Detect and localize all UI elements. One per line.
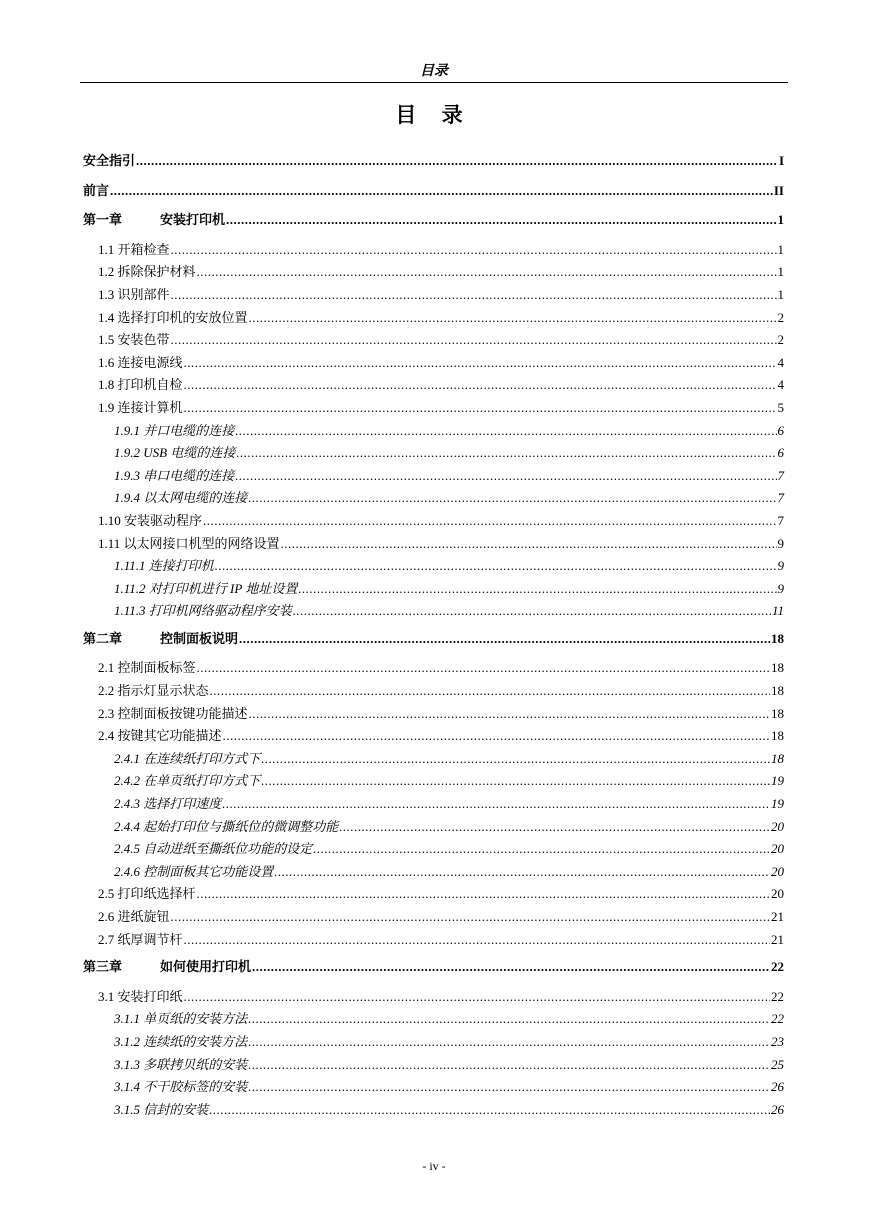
toc-entry[interactable] [83, 883, 784, 906]
toc-entry[interactable] [83, 180, 784, 203]
toc-entry-label [114, 465, 234, 488]
toc-entry-page: 9 [777, 558, 784, 574]
toc-entry[interactable] [83, 956, 784, 979]
toc-entry-text: 1.8 打印机自检 [98, 377, 183, 393]
toc-entry-page: 18 [771, 660, 784, 676]
toc-entry-label [114, 770, 260, 793]
toc-entry[interactable] [83, 284, 784, 307]
toc-entry[interactable] [83, 725, 784, 748]
toc-entry-label [98, 906, 170, 929]
toc-entry-text: 2.5 打印纸选择杆 [98, 886, 196, 902]
dot-leader [184, 986, 770, 1009]
toc-entry-text: 3.1.3 多联拷贝纸的安装 [114, 1056, 248, 1072]
toc-entry-label [114, 748, 260, 771]
toc-entry-label [98, 657, 196, 680]
dot-leader [298, 578, 776, 601]
toc-entry-label [114, 442, 235, 465]
toc-entry-label [114, 600, 292, 623]
toc-entry-page: 22 [771, 959, 784, 975]
toc-entry-label [114, 816, 338, 839]
dot-leader [184, 352, 777, 375]
toc-entry[interactable] [83, 397, 784, 420]
dot-leader [203, 510, 776, 533]
toc-entry-label [114, 1099, 208, 1122]
toc-entry-label [98, 307, 248, 330]
dot-leader [239, 628, 770, 651]
dot-leader [197, 883, 770, 906]
toc-entry-page: 5 [777, 399, 784, 415]
toc-entry-text: 控制面板说明 [160, 630, 239, 646]
toc-entry-page: 1 [777, 286, 784, 302]
toc-entry-text: 3.1 安装打印纸 [98, 988, 183, 1004]
dot-leader [248, 1031, 770, 1054]
dot-leader [184, 374, 777, 397]
toc-entry-page: 22 [771, 1011, 784, 1027]
toc-entry[interactable] [83, 793, 784, 816]
toc-entry-text: 1.11 以太网接口机型的网络设置 [98, 535, 280, 551]
dot-leader [210, 680, 770, 703]
dot-leader [171, 906, 770, 929]
toc-entry-label [98, 284, 170, 307]
chapter-number: 第一章 [83, 212, 123, 228]
header-rule [80, 82, 788, 83]
toc-entry-label [114, 487, 247, 510]
toc-entry-text: 3.1.1 单页纸的安装方法 [114, 1011, 248, 1027]
toc-entry[interactable] [83, 703, 784, 726]
toc-entry[interactable] [83, 352, 784, 375]
toc-entry-page: 23 [771, 1033, 784, 1049]
toc-entry[interactable] [83, 986, 784, 1009]
toc-entry-text: 1.2 拆除保护材料 [98, 264, 196, 280]
toc-entry-text: 2.7 纸厚调节杆 [98, 931, 183, 947]
toc-entry-text: 2.4.2 在单页纸打印方式下 [114, 773, 261, 789]
toc-entry-text: 2.4.1 在连续纸打印方式下 [114, 750, 261, 766]
toc-entry[interactable] [83, 239, 784, 262]
toc-entry-text: 1.1 开箱检查 [98, 241, 170, 257]
toc-entry-page: 7 [777, 490, 784, 506]
toc-entry-text: 安全指引 [83, 153, 136, 168]
toc-entry-text: 2.4.3 选择打印速度 [114, 796, 222, 812]
toc-entry-page: 9 [777, 580, 784, 596]
toc-entry-page: 2 [777, 332, 784, 348]
toc-entry-label [114, 1076, 247, 1099]
toc-entry-label [98, 533, 280, 556]
toc-entry[interactable] [83, 680, 784, 703]
toc-entry-page: 7 [777, 512, 784, 528]
dot-leader [313, 838, 770, 861]
toc-entry-label [114, 555, 214, 578]
toc-entry-text: 2.4 按键其它功能描述 [98, 728, 222, 744]
toc-entry[interactable] [83, 510, 784, 533]
toc-entry-label [83, 628, 238, 651]
toc-entry-label [98, 397, 183, 420]
toc-entry-label [114, 861, 273, 884]
toc-entry-text: 1.5 安装色带 [98, 332, 170, 348]
toc-entry-text: 2.3 控制面板按键功能描述 [98, 705, 248, 721]
toc-entry[interactable] [83, 838, 784, 861]
toc-entry-page: 20 [771, 886, 784, 902]
toc-entry-text: 1.10 安装驱动程序 [98, 512, 203, 528]
toc-entry-page: 11 [771, 603, 784, 619]
toc-entry[interactable] [83, 329, 784, 352]
toc-entry[interactable] [83, 628, 784, 651]
toc-entry-label [83, 956, 251, 979]
toc-entry[interactable] [83, 465, 784, 488]
toc-entry-text: 1.9.4 以太网电缆的连接 [114, 490, 248, 506]
toc-entry-page: 6 [777, 445, 784, 461]
toc-entry-label [114, 1054, 247, 1077]
toc-entry-page: 18 [771, 705, 784, 721]
dot-leader [171, 329, 777, 352]
toc-entry-label [114, 793, 221, 816]
toc-entry-page: 25 [771, 1056, 784, 1072]
toc-entry-text: 2.4.4 起始打印位与撕纸位的微调整功能 [114, 818, 339, 834]
dot-leader [281, 533, 777, 556]
toc-entry-label [98, 703, 248, 726]
toc-entry[interactable] [83, 861, 784, 884]
toc-entry-text: 1.11.2 对打印机进行 IP 地址设置 [114, 580, 298, 596]
dot-leader [274, 861, 770, 884]
toc-entry[interactable] [83, 261, 784, 284]
toc-entry-text: 1.11.3 打印机网络驱动程序安装 [114, 603, 292, 619]
dot-leader [261, 748, 770, 771]
toc-entry-text: 3.1.4 不干胶标签的安装 [114, 1079, 248, 1095]
dot-leader [339, 816, 770, 839]
toc-entry-label [98, 929, 183, 952]
toc-entry-label [98, 883, 196, 906]
toc-entry-text: 2.6 进纸旋钮 [98, 909, 170, 924]
toc-entry-label [83, 180, 109, 203]
table-of-contents [83, 145, 784, 1121]
toc-entry-text: 2.4.6 控制面板其它功能设置 [114, 863, 274, 879]
toc-entry-text: 1.9.2 USB 电缆的连接 [114, 445, 236, 461]
dot-leader [248, 487, 776, 510]
toc-entry-page: 18 [771, 728, 784, 744]
dot-leader [223, 725, 770, 748]
toc-entry[interactable] [83, 748, 784, 771]
toc-entry[interactable] [83, 150, 784, 173]
toc-entry[interactable] [83, 533, 784, 556]
toc-entry-text: 3.1.5 信封的安装 [114, 1101, 209, 1117]
toc-entry-text: 3.1.2 连续纸的安装方法 [114, 1033, 248, 1049]
dot-leader [248, 1076, 770, 1099]
toc-entry-label [114, 838, 312, 861]
dot-leader [215, 555, 777, 578]
page-title: 目 录 [395, 103, 473, 127]
toc-entry[interactable] [83, 420, 784, 443]
toc-entry-page: 6 [777, 422, 784, 438]
toc-entry[interactable] [83, 578, 784, 601]
toc-entry[interactable] [83, 307, 784, 330]
toc-entry-text: 1.6 连接电源线 [98, 354, 183, 370]
toc-entry-page: 2 [777, 309, 784, 325]
toc-entry-text: 2.1 控制面板标签 [98, 660, 196, 676]
toc-entry-label [114, 420, 234, 443]
toc-entry[interactable] [83, 770, 784, 793]
toc-entry-label [83, 150, 135, 173]
toc-entry-text: 1.9.1 并口电缆的连接 [114, 422, 235, 438]
toc-entry-text: 前言 [83, 182, 110, 198]
toc-entry-page: 4 [777, 377, 784, 393]
dot-leader [261, 770, 770, 793]
toc-entry[interactable] [83, 374, 784, 397]
toc-entry-label [98, 239, 170, 262]
toc-entry[interactable] [83, 816, 784, 839]
dot-leader [235, 420, 776, 443]
dot-leader [197, 657, 770, 680]
toc-entry-page: 18 [771, 683, 784, 699]
toc-entry-page: 21 [771, 931, 784, 947]
toc-entry-page: II [773, 182, 784, 198]
toc-entry-page: 19 [771, 773, 784, 789]
toc-entry[interactable] [83, 487, 784, 510]
dot-leader [110, 180, 773, 203]
toc-entry[interactable] [83, 929, 784, 952]
toc-entry-page: 26 [771, 1079, 784, 1095]
toc-entry-label [98, 329, 170, 352]
toc-entry-label [98, 374, 183, 397]
dot-leader [171, 239, 777, 262]
toc-entry-page: 19 [771, 796, 784, 812]
toc-entry[interactable] [83, 906, 784, 929]
dot-leader [248, 1008, 770, 1031]
toc-entry-page: 1 [777, 241, 784, 257]
toc-entry[interactable] [83, 600, 784, 623]
toc-entry-page: 20 [771, 863, 784, 879]
dot-leader [248, 1054, 770, 1077]
toc-entry[interactable] [83, 1054, 784, 1077]
toc-entry-text: 如何使用打印机 [160, 959, 252, 975]
toc-entry-label [98, 510, 202, 533]
dot-leader [249, 703, 770, 726]
toc-entry-text: 1.9.3 串口电缆的连接 [114, 467, 235, 483]
dot-leader [171, 284, 777, 307]
toc-entry-text: 2.2 指示灯显示状态 [98, 683, 209, 699]
toc-entry[interactable] [83, 1099, 784, 1122]
toc-entry-text: 2.4.5 自动进纸至撕纸位功能的设定 [114, 841, 313, 857]
toc-entry-page: 1 [777, 264, 784, 280]
dot-leader [293, 600, 771, 623]
dot-leader [184, 397, 777, 420]
dot-leader [222, 793, 770, 816]
toc-entry-page: 20 [771, 841, 784, 857]
toc-entry-label [98, 986, 183, 1009]
toc-entry-label [83, 209, 225, 232]
toc-entry-page: 7 [777, 467, 784, 483]
toc-entry-page: 9 [777, 535, 784, 551]
toc-entry[interactable] [83, 1076, 784, 1099]
toc-entry-label [98, 680, 209, 703]
toc-entry[interactable] [83, 657, 784, 680]
toc-entry-label [114, 1008, 247, 1031]
dot-leader [226, 209, 776, 232]
toc-entry-page: 26 [771, 1101, 784, 1117]
page-number: - iv - [422, 1159, 446, 1173]
dot-leader [236, 442, 776, 465]
chapter-number: 第二章 [83, 630, 123, 646]
toc-entry-text: 1.11.1 连接打印机 [114, 558, 214, 574]
toc-entry-text: 1.3 识别部件 [98, 286, 170, 302]
toc-entry[interactable] [83, 209, 784, 232]
dot-leader [209, 1099, 770, 1122]
toc-entry-text: 1.4 选择打印机的安放位置 [98, 309, 248, 325]
toc-entry-page: 1 [777, 212, 784, 228]
toc-entry-page: I [778, 153, 784, 168]
dot-leader [136, 150, 778, 173]
toc-entry[interactable] [83, 1031, 784, 1054]
toc-entry-label [98, 725, 222, 748]
dot-leader [197, 261, 777, 284]
dot-leader [252, 956, 770, 979]
toc-entry[interactable] [83, 442, 784, 465]
toc-entry-page: 18 [771, 750, 784, 766]
toc-entry-text: 安装打印机 [160, 212, 226, 228]
dot-leader [249, 307, 777, 330]
dot-leader [184, 929, 770, 952]
toc-entry-label [98, 352, 183, 375]
toc-entry-page: 21 [771, 909, 784, 924]
toc-entry[interactable] [83, 555, 784, 578]
toc-entry-page: 22 [771, 988, 784, 1004]
toc-entry-page: 20 [771, 818, 784, 834]
dot-leader [235, 465, 776, 488]
toc-entry-text: 1.9 连接计算机 [98, 399, 183, 415]
toc-entry[interactable] [83, 1008, 784, 1031]
toc-entry-label [98, 261, 196, 284]
running-header: 目录 [420, 64, 448, 79]
chapter-number: 第三章 [83, 959, 123, 975]
toc-entry-page: 4 [777, 354, 784, 370]
toc-entry-label [114, 578, 297, 601]
toc-entry-page: 18 [771, 630, 784, 646]
toc-entry-label [114, 1031, 247, 1054]
